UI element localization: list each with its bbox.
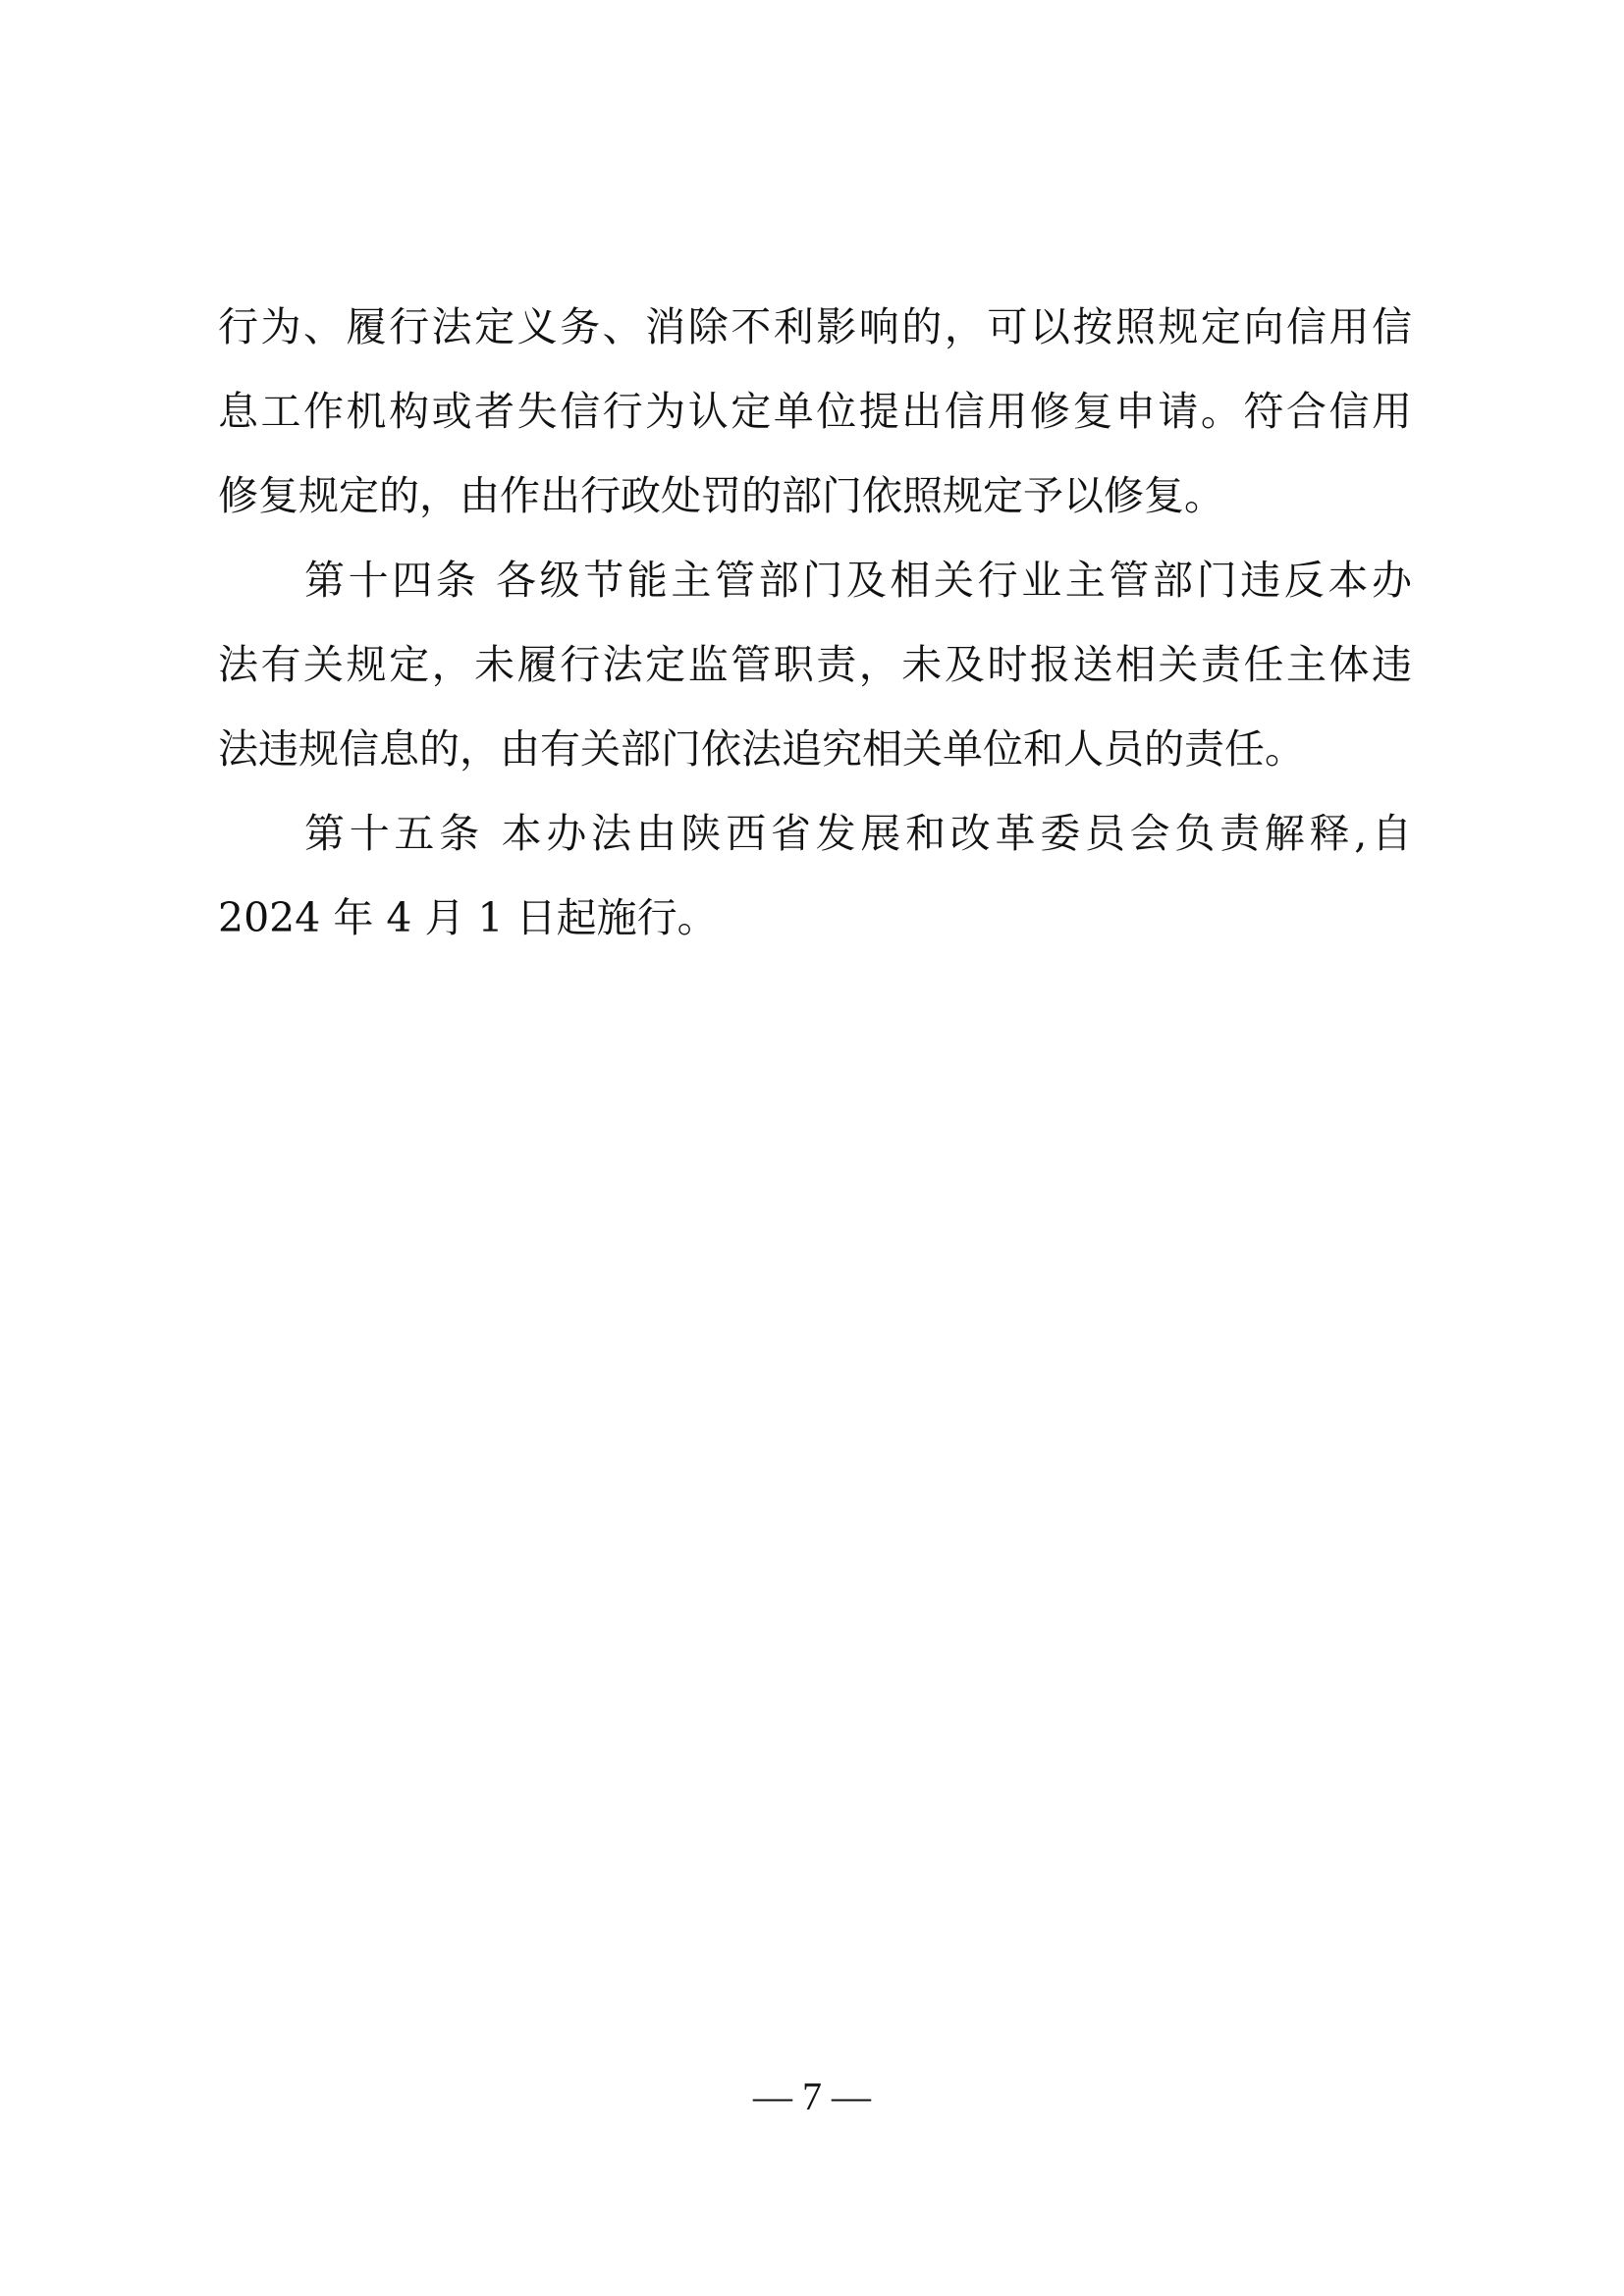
text-line: 行为、履行法定义务、消除不利影响的，可以按照规定向信用信 <box>218 303 1412 350</box>
paragraph-credit-repair <box>218 285 1412 538</box>
page-number: — 7 — <box>753 2074 871 2118</box>
paragraph-article-14 <box>218 538 1412 791</box>
document-body <box>218 285 1412 960</box>
text-line: 息工作机构或者失信行为认定单位提出信用修复申请。符合信用 <box>218 388 1412 435</box>
text-line: 2024 年 4 月 1 日起施行。 <box>218 894 718 941</box>
text-line: 法有关规定，未履行法定监管职责，未及时报送相关责任主体违 <box>218 641 1412 688</box>
text-line: 第十五条 本办法由陕西省发展和改革委员会负责解释,自 <box>304 810 1412 857</box>
text-line: 第十四条 各级节能主管部门及相关行业主管部门违反本办 <box>304 557 1412 604</box>
paragraph-article-15 <box>218 791 1412 960</box>
text-line: 法违规信息的，由有关部门依法追究相关单位和人员的责任。 <box>218 725 1305 773</box>
text-line: 修复规定的，由作出行政处罚的部门依照规定予以修复。 <box>218 472 1224 519</box>
